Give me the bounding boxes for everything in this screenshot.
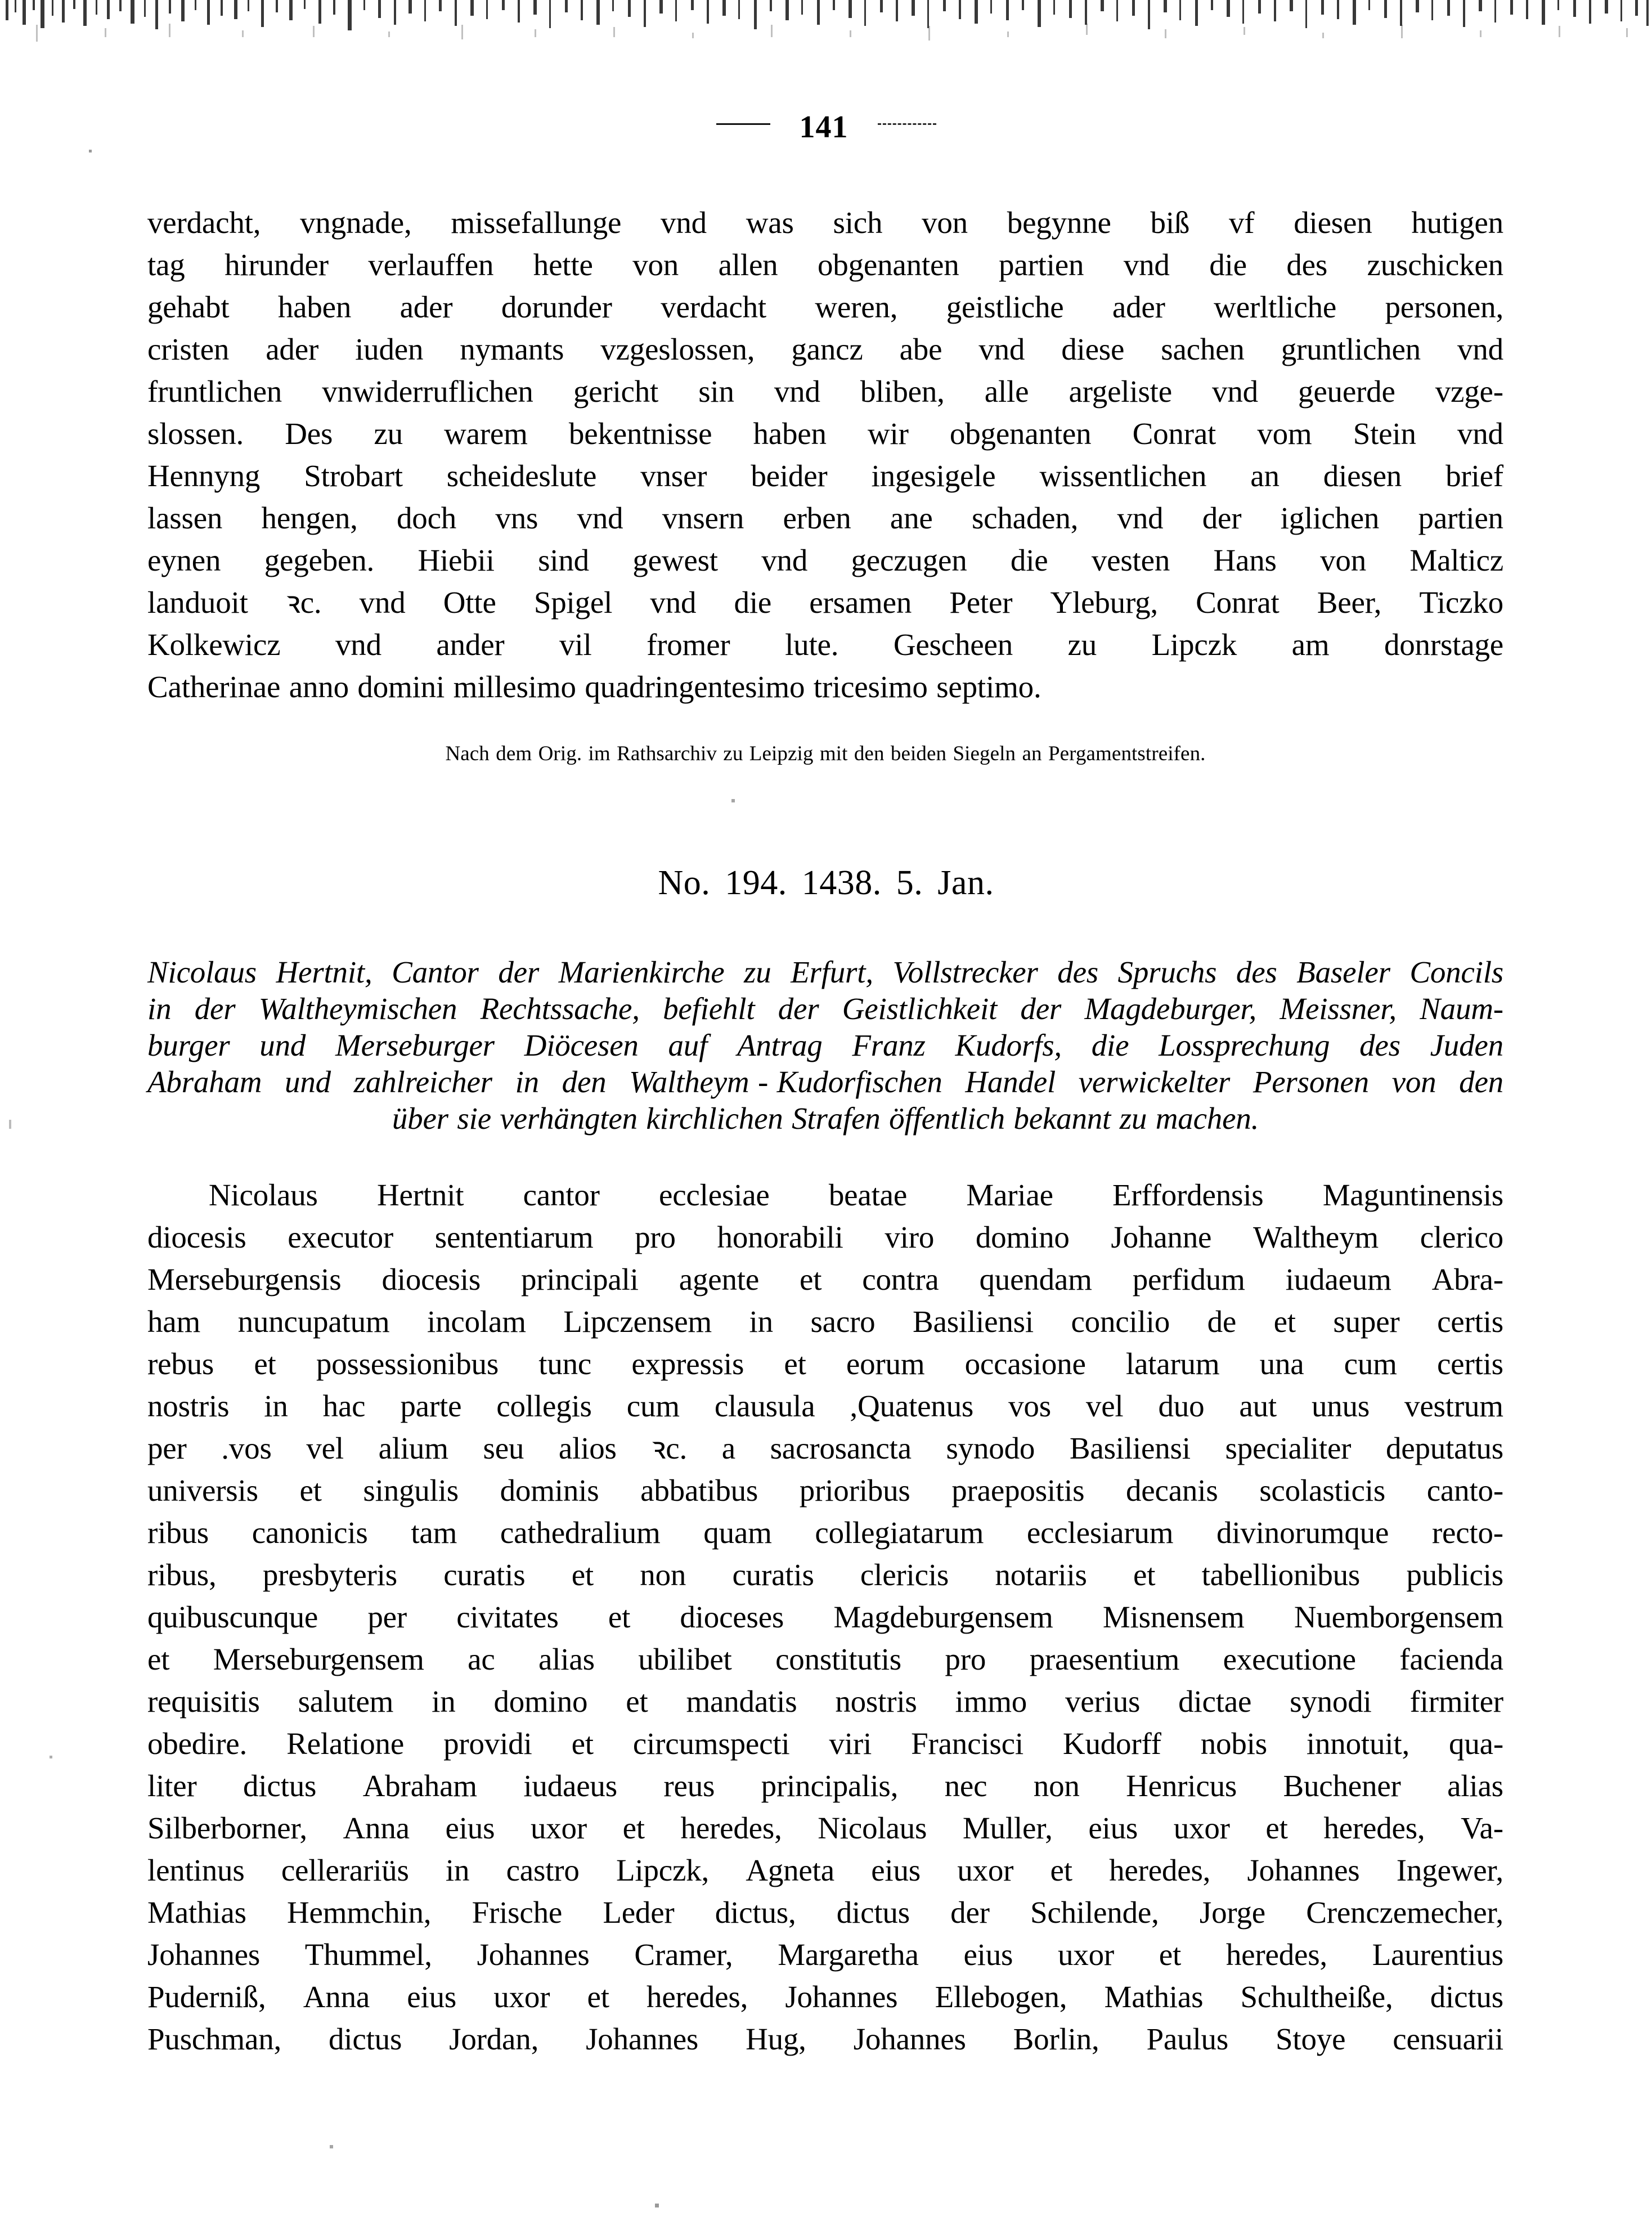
provenance-note: Nach dem Orig. im Rathsarchiv zu Leipzig mit den beiden Siegeln an Pergamentstreifen.: [445, 742, 1206, 765]
scan-speck: [50, 1756, 52, 1758]
text-line: Nicolaus Hertnit cantor ecclesiae beatae Mariae Erffordensis Maguntinensis: [147, 1178, 1503, 1212]
text-line: obedire. Relatione providi et circumspecti viri Francisci Kudorff nobis innotuit, qua-: [147, 1726, 1503, 1761]
text-line: universis et singulis dominis abbatibus prioribus praepositis decanis scolasticis canto-: [147, 1473, 1503, 1507]
scan-speck: [330, 2145, 333, 2148]
text-line: burger und Merseburger Diöcesen auf Antrag Franz Kudorfs, die Lossprechung des Juden: [147, 1028, 1503, 1062]
text-line: Catherinae anno domini millesimo quadringentesimo tricesimo septimo.: [147, 670, 1042, 704]
latin-document-text: [147, 1174, 1503, 2060]
text-line: Kolkewicz vnd ander vil fromer lute. Gescheen zu Lipczk am donrstage: [147, 627, 1503, 662]
text-line: lassen hengen, doch vns vnd vnsern erben ane schaden, vnd der iglichen partien: [147, 501, 1503, 535]
text-line: requisitis salutem in domino et mandatis nostris immo verius dictae synodi firmiter: [147, 1684, 1503, 1719]
regest-block: [147, 951, 1503, 1134]
text-line: et Merseburgensem ac alias ubilibet constitutis pro praesentium executione facienda: [147, 1642, 1503, 1676]
text-line: eynen gegeben. Hiebii sind gewest vnd geczugen die vesten Hans von Malticz: [147, 543, 1503, 577]
text-line: rebus et possessionibus tunc expressis et eorum occasione latarum una cum certis: [147, 1347, 1503, 1381]
text-line: über sie verhängten kirchlichen Strafen öffentlich bekannt zu machen.: [392, 1101, 1259, 1136]
text-line: diocesis executor sententiarum pro honorabili viro domino Johanne Waltheym clerico: [147, 1220, 1503, 1254]
scan-speck: [731, 799, 735, 802]
text-line: ham nuncupatum incolam Lipczensem in sacro Basiliensi concilio de et super certis: [147, 1304, 1503, 1339]
text-line: nostris in hac parte collegis cum clausula ,Quatenus vos vel duo aut unus vestrum: [147, 1389, 1503, 1423]
rule-right-decoration: [878, 123, 936, 125]
text-line: Nicolaus Hertnit, Cantor der Marienkirche zu Erfurt, Vollstrecker des Spruchs des Baseler Concils: [147, 955, 1503, 989]
page-number: 141: [799, 110, 849, 145]
text-line: Abraham und zahlreicher in den Waltheym - Kudorfischen Handel verwickelter Personen von den: [147, 1065, 1503, 1099]
text-line: fruntlichen vnwiderruflichen gericht sin vnd bliben, alle argeliste vnd geuerde vzge-: [147, 374, 1503, 409]
running-head: [0, 111, 1652, 155]
german-charter-paragraph: [147, 201, 1503, 708]
text-line: Hennyng Strobart scheideslute vnser beider ingesigele wissentlichen an diesen brief: [147, 459, 1503, 493]
text-line: ribus canonicis tam cathedralium quam collegiatarum ecclesiarum divinorumque recto-: [147, 1515, 1503, 1550]
scan-noise-top-soft: [0, 23, 1652, 62]
text-line: Silberborner, Anna eius uxor et heredes, Nicolaus Muller, eius uxor et heredes, Va-: [147, 1811, 1503, 1845]
text-line: Johannes Thummel, Johannes Cramer, Margaretha eius uxor et heredes, Laurentius: [147, 1937, 1503, 1972]
text-line: Puschman, dictus Jordan, Johannes Hug, Johannes Borlin, Paulus Stoye censuarii: [147, 2022, 1503, 2056]
text-line: tag hirunder verlauffen hette von allen obgenanten partien vnd die des zuschicken: [147, 248, 1503, 282]
provenance-note-block: [147, 741, 1503, 768]
text-line: Mathias Hemmchin, Frische Leder dictus, dictus der Schilende, Jorge Crenczemecher,: [147, 1895, 1503, 1930]
text-line: lentinus cellerariüs in castro Lipczk, Agneta eius uxor et heredes, Johannes Ingewer,: [147, 1853, 1503, 1887]
text-line: verdacht, vngnade, missefallunge vnd was sich von begynne biß vf diesen hutigen: [147, 205, 1503, 240]
regest-text: [147, 951, 1503, 1134]
rule-left-decoration: [716, 123, 770, 125]
text-line: Puderniß, Anna eius uxor et heredes, Johannes Ellebogen, Mathias Schultheiße, dictus: [147, 1980, 1503, 2014]
german-charter-text: [147, 201, 1503, 708]
text-line: cristen ader iuden nymants vzgeslossen, gancz abe vnd diese sachen gruntlichen vnd: [147, 332, 1503, 366]
scan-noise-top: [0, 0, 1652, 35]
text-line: ribus, presbyteris curatis et non curatis clericis notariis et tabellionibus publicis: [147, 1558, 1503, 1592]
text-line: in der Waltheymischen Rechtssache, befiehlt der Geistlichkeit der Magdeburger, Meissner, Naum-: [147, 991, 1503, 1026]
text-line: slossen. Des zu warem bekentnisse haben wir obgenanten Conrat vom Stein vnd: [147, 416, 1503, 451]
text-line: quibuscunque per civitates et dioceses Magdeburgensem Misnensem Nuemborgensem: [147, 1600, 1503, 1634]
text-line: liter dictus Abraham iudaeus reus principalis, nec non Henricus Buchener alias: [147, 1769, 1503, 1803]
text-line: per .vos vel alium seu alios ꝛc. a sacrosancta synodo Basiliensi specialiter deputatus: [147, 1431, 1503, 1465]
document-heading: No. 194. 1438. 5. Jan.: [658, 864, 994, 902]
document-heading-block: [0, 865, 1652, 900]
text-line: gehabt haben ader dorunder verdacht weren, geistliche ader werltliche personen,: [147, 290, 1503, 324]
text-line: Merseburgensis diocesis principali agente et contra quendam perfidum iudaeum Abra-: [147, 1262, 1503, 1296]
scan-speck: [655, 2204, 659, 2207]
text-line: landuoit ꝛc. vnd Otte Spigel vnd die ersamen Peter Yleburg, Conrat Beer, Ticzko: [147, 585, 1503, 620]
scan-speck: [9, 1120, 11, 1129]
latin-document-block: [147, 1174, 1503, 2060]
